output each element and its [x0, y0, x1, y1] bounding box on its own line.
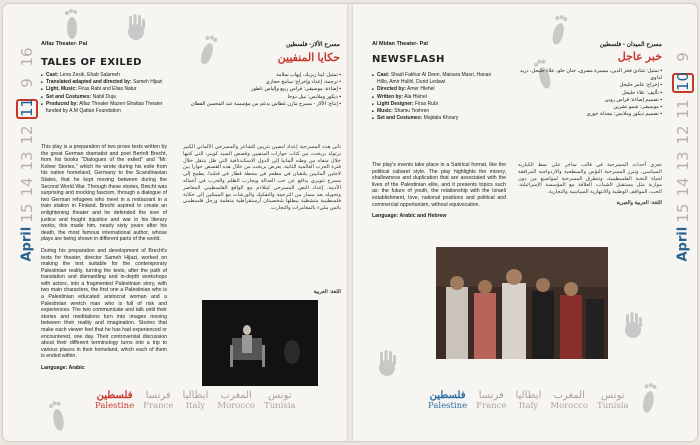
handprint-icon: [618, 310, 648, 340]
handprint-icon: [121, 12, 151, 42]
credit-item-ar: ▪ إنتاج: الألاز - مسرح مازن غطاس بدعم من مؤسسة عبد المحسن القطان: [190, 100, 341, 107]
right-title-ar: خبر عاجل: [617, 51, 662, 63]
date-number: 14: [18, 177, 36, 197]
right-credits-ar: [518, 68, 662, 118]
right-title-en: NEWSFLASH: [372, 54, 445, 65]
left-date-column: [17, 44, 37, 262]
left-body-paragraph: This play is a preparation of two prose texts written by the great German dramatist and poet Bertolt Brecht, from his books "Dialogues of the exiled" and "Mr. Kolner Stories," which he wrote during his exile from his native homeland, Germany to the Scandinavian States, that he kept moving between during the Second World War. Through these stories, Brecht was surprising and mocking fascism, through a dialogue of two German refugees who meet in a restaurant in a train station in Finland. Brecht aspired to create an enlightening theater and he defended the love of justice and fought injustice and war in his literary works, this made him, nearly sixty years after his death, the most famous international author, whose plays are being shown in different parts of the world.: [41, 144, 167, 243]
right-language-en: Language: Arabic and Hebrew: [372, 213, 447, 220]
credit-value: Alfaz Theater Mazen Ghattas Theater funded by A.M Qattan Foundation: [46, 100, 163, 115]
month-label: April: [19, 226, 35, 262]
credit-value: Nabil Duja: [91, 93, 116, 100]
date-number: 15: [674, 203, 692, 223]
left-body-en: [41, 144, 167, 372]
credit-item-ar: ▪ ديكور وملابس: نبيل دوجا: [287, 93, 341, 100]
city-name-en: Tunisia: [597, 401, 629, 411]
date-number: 11: [674, 99, 692, 119]
footprint-icon: [194, 32, 223, 70]
left-language-en: Language: Arabic: [41, 365, 85, 371]
handprint-icon: [372, 348, 402, 378]
date-number: 13: [18, 151, 36, 171]
date-number: 15: [18, 203, 36, 223]
credit-item-ar: ▪ إخراج: عامر حليحل: [619, 82, 662, 89]
credit-item-ar: ▪ تصميم إضاءة: فراس روبي: [604, 96, 662, 103]
credit-item: [372, 101, 502, 108]
left-body-ar: تأتي هذه المسرحية إعداد لنصين نثريين للشاعر والمسرحي الألماني الكبير برتولد بريخت، من كتاب حوارات المنفيين وقصص السيد كوينر، التي كتبها خلال منفاه من وطنه ألمانيا إلى الدول الاسكندنافية التي ظل يتنقل خلال فترة الحرب العالمية الثانية. يعرض بريخت من خلال هذه القصص حوارا بين لاجئين ألمانيين يلتقيان في مطعم في محطة قطار في فنلندا. يطمح إلى مسرح تنويري يدافع عن حب العدالة ويحارب الظلم والحرب في أعماله الأدبية. إعداد النص المسرحي ليتلاءم مع الواقع الفلسطيني المعاصر وتحويله بعد مسار من الترجمة والتفكيك والورشات مع الممثلين إلى حكاية فلسطينية متشظية يبطلها شخصيتان أرستقراطية متعلمة ورجل فلسطيني بائس مليء بالمغامرات والتجارب.: [183, 144, 341, 212]
city-name-ar: ايطاليا: [182, 390, 209, 401]
credit-value: Ala Hlehel: [403, 93, 427, 100]
date-number: 13: [674, 151, 692, 171]
highlighted-date: 11: [18, 97, 36, 117]
left-title-en: TALES OF EXILED: [41, 57, 142, 68]
footprint-icon: [637, 381, 662, 418]
city-name-en: Tunisia: [264, 401, 296, 411]
right-credits-en: [372, 72, 502, 122]
date-number: 12: [18, 125, 36, 145]
credit-item: [372, 115, 502, 122]
credit-item-ar: ▪ تمثيل: لينا زيزيك، إيهاب سلامة: [276, 72, 341, 78]
credit-item: [41, 72, 169, 79]
left-credits-en: [41, 72, 169, 115]
credit-value: Firas Rubi: [413, 100, 438, 107]
credit-value: Shadi Fakhar Al Deen, Maisara Masri, Hanan Hillo, Amir Hulihl, Durid Ledawi: [377, 72, 492, 86]
city-name-en: France: [476, 401, 507, 411]
city-name-ar: فلسطين: [96, 390, 133, 401]
city-name-en: France: [143, 401, 174, 411]
city-name-en: Palestine: [428, 401, 468, 411]
city-palestine: [428, 390, 467, 411]
left-theater-en: Alfaz Theater- Pal: [41, 41, 88, 47]
footprint-icon: [46, 399, 70, 436]
credit-item: [41, 86, 169, 93]
city-italy: [515, 390, 541, 411]
left-body-paragraph: During his preparation and development of Brecht's texts for theater, director Sameh Hijazi, worked on making the text suitable for the contemporary Palestinian reality, turning the texts, after the path of translation and dismantling and in-depth workshops with actors, into a fragmented Palestinian story, with two main characters, the first one a Palestinian who is a Palestinian educated aristocrat woman and a Palestinian wretch man who is full of risk and experiences. The two communicate and talk until their stories and meditations turn into images moving between their reality and imagination. Stories that make each viewer feel that he has had experienced or encountered, one day. Their controversial discussion about their different terminology turns into a trip to various places in their homeland, which each of them is ended within.: [41, 247, 167, 360]
city-palestine: [95, 390, 134, 411]
right-body-ar: [518, 162, 662, 207]
city-name-en: Palestine: [95, 401, 135, 411]
credit-item: [41, 101, 169, 115]
credit-label: Written by:: [377, 93, 404, 100]
right-language-ar: اللغة: العربية والعبرية: [616, 199, 662, 206]
credit-value: Majdala Khoury: [422, 115, 459, 122]
credit-item-ar: ▪ إضاءة، موسيقى: فراس ربيع وإلياس ناطور: [251, 86, 341, 93]
right-body-ar-text: تجري أحداث المسرحية في قالب ساخر على نمط الكباريه السياسي، وتبرز المسرحية البؤس والسطحية والازدواجية المرافقة لحياة النخبة الفلسطينية، وتتطرق المسرحية لمواضيع من دون مواربة مثل مستقبل الشباب، العلاقة مع المؤسسة الإسرائيلية، الحب، المواقف الوطنية والانتهازية السياسية والتجارية.: [518, 162, 662, 196]
date-number: 16: [18, 47, 36, 67]
city-name-ar: المغرب: [220, 390, 252, 401]
city-name-en: Morocco: [217, 401, 256, 411]
left-title-ar: حكايا المنفيين: [277, 52, 340, 64]
left-credits-ar: [183, 72, 341, 108]
credit-item: [41, 94, 169, 101]
city-name-en: Morocco: [550, 401, 589, 411]
left-theater-ar: مسرح الألاز- فلسطين: [286, 42, 340, 48]
city-france: [143, 390, 173, 411]
credit-item-ar: ▪ ترجمة، إعداد وإخراج: سامح حجازي: [265, 79, 341, 86]
city-tunisia: [597, 390, 629, 411]
city-tunisia: [264, 390, 296, 411]
credit-item-ar: ▪ تمثيل: شادي فخر الدين، ميسرة مصري، حنان حلو، علاء حليحل، دريد لداوي: [519, 68, 662, 82]
credit-value: Firas Rabi and Elias Natur: [76, 86, 137, 93]
city-name-ar: تونس: [601, 390, 625, 401]
city-name-en: Italy: [518, 401, 539, 411]
city-name-en: Italy: [185, 401, 206, 411]
credit-label: Cast:: [377, 72, 390, 78]
credit-item-ar: ▪ تأليف: علاء حليحل: [621, 89, 662, 96]
date-number: 9: [674, 52, 692, 62]
credit-label: Light Designer:: [377, 100, 414, 107]
credit-value: Lena Zesik, Ehab Salameh: [58, 72, 120, 78]
credit-label: Cast:: [46, 72, 59, 78]
credit-label: Light, Music:: [46, 86, 77, 93]
brochure-spread: [3, 4, 697, 441]
city-name-ar: فلسطين: [429, 390, 466, 401]
city-morocco: [217, 390, 255, 411]
date-number: 12: [674, 125, 692, 145]
right-body-en: [372, 162, 506, 220]
credit-label: Music:: [377, 108, 393, 115]
city-name-ar: فرنسا: [145, 390, 171, 401]
city-name-ar: تونس: [268, 390, 292, 401]
city-morocco: [550, 390, 588, 411]
credit-label: Set and Costumes:: [377, 115, 423, 122]
right-performance-photo: [436, 247, 608, 359]
credit-label: Translated adapted and directed by:: [46, 79, 132, 86]
credit-label: Directed by:: [377, 86, 406, 93]
right-theater-en: Al Midan Theater- Pal: [372, 41, 428, 47]
right-page: [350, 4, 697, 441]
credit-item-ar: ▪ موسيقى: شمو تشرين: [613, 104, 662, 111]
credit-item: [372, 72, 502, 86]
credit-item: [372, 108, 502, 115]
city-france: [476, 390, 506, 411]
left-language-ar: اللغة: العربية: [313, 289, 341, 295]
credit-label: Set and Costumes:: [46, 93, 92, 100]
city-name-ar: فرنسا: [478, 390, 504, 401]
credit-label: Produced by:: [46, 100, 78, 107]
city-name-ar: المغرب: [553, 390, 585, 401]
left-city-list: [95, 390, 296, 411]
credit-value: Amer Hlehel: [405, 86, 435, 93]
right-date-column: [673, 44, 693, 262]
credit-value: Sameh Hijazi: [131, 79, 163, 86]
credit-item: [372, 86, 502, 93]
highlighted-date: 10: [674, 71, 692, 91]
left-performance-photo: [202, 300, 318, 386]
credit-value: Shamu Teshren: [392, 108, 430, 115]
credit-item-ar: ▪ تصميم ديكور وملابس: مجدلة خوري: [586, 111, 662, 118]
right-body-paragraph: The play's events take place in a Satirical format, like the political cabaret style. The play highlights the misery, shallowness and duplication that are associated with the lives of the Palestinian elite, and it presents topics such as: the future of youth, the relationship with the Israeli establishment, love, national positions and political and commercial opportunism, without equivocation.: [372, 162, 506, 208]
city-name-ar: ايطاليا: [515, 390, 542, 401]
date-number: 9: [18, 78, 36, 88]
right-city-list: [428, 390, 629, 411]
credit-item: [372, 94, 502, 101]
right-theater-ar: مسرح الميدان - فلسطين: [599, 42, 662, 48]
footprint-icon: [63, 8, 81, 42]
left-page: [3, 4, 350, 441]
month-label: April: [675, 226, 691, 262]
date-number: 14: [674, 177, 692, 197]
credit-item: [41, 79, 169, 86]
city-italy: [182, 390, 208, 411]
